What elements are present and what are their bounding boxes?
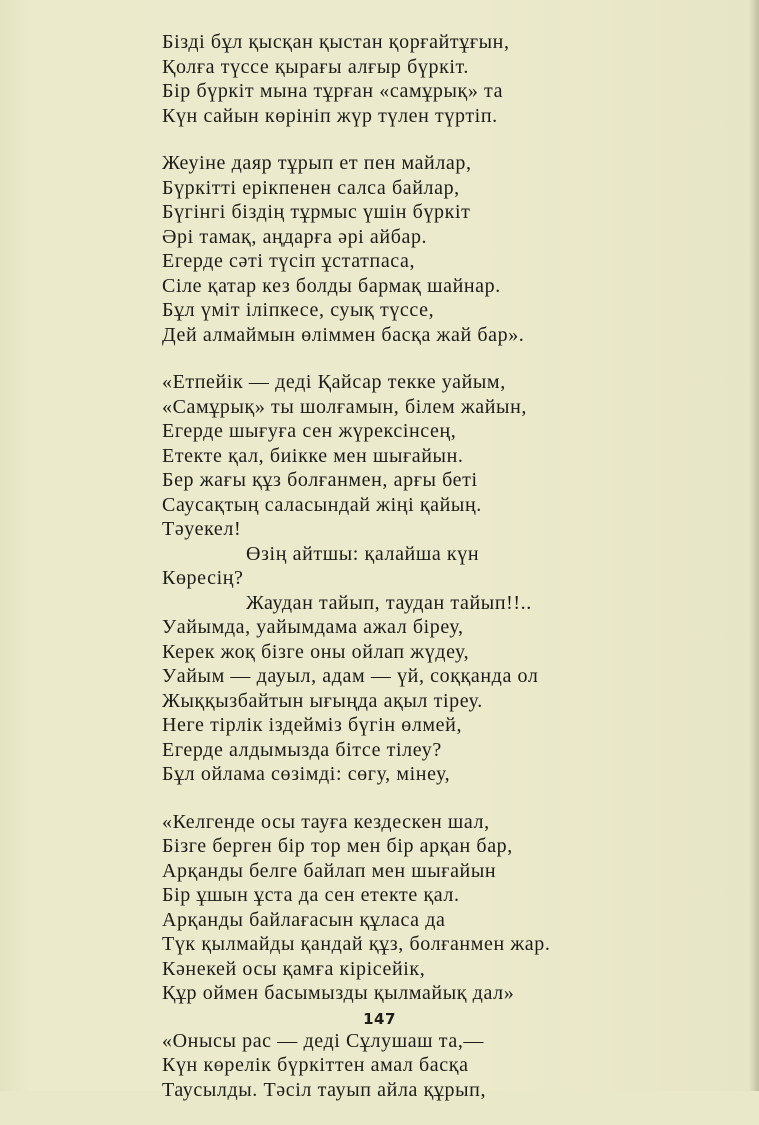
poem-line: Әрі тамақ, аңдарға әрі айбар. xyxy=(162,225,428,248)
poem-line: Көресің? xyxy=(162,567,244,589)
poem-line: Түк қылмайды қандай құз, болғанмен жар. xyxy=(162,933,551,955)
poem-line: Бір ұшын ұста да сен етекте қал. xyxy=(162,884,460,906)
poem-line: «Самұрық» ты шолғамын, білем жайын, xyxy=(162,395,527,418)
poem-line: Егерде шығуға сен жүрексінсең, xyxy=(162,420,457,442)
poem-line: Қолға түссе қырағы алғыр бүркіт. xyxy=(162,55,469,78)
poem-line: Өзің айтшы: қалайша күн xyxy=(246,542,480,565)
stanza xyxy=(162,810,722,1006)
poem-text xyxy=(162,30,722,1125)
stanza xyxy=(162,151,722,347)
poem-line: Жеуіне даяр тұрып ет пен майлар, xyxy=(162,152,472,174)
poem-line: Арқанды байлағасын құласа да xyxy=(162,908,446,931)
poem-line: Бұл ойлама сөзімді: сөгу, мінеу, xyxy=(162,763,451,785)
page-edge-shadow xyxy=(749,0,759,1091)
stanza xyxy=(162,370,722,787)
poem-line: Құр оймен басымызды қылмайық дал» xyxy=(162,982,515,1004)
page-number: 147 xyxy=(363,1010,396,1028)
poem-line: Бізге берген бір тор мен бір арқан бар, xyxy=(162,835,513,857)
poem-line: Жыққызбайтын ығыңда ақыл тіреу. xyxy=(162,689,483,712)
poem-line: Бұл үміт іліпкесе, суық түссе, xyxy=(162,299,435,321)
poem-line: Бізді бұл қысқан қыстан қорғайтұғын, xyxy=(162,31,510,53)
poem-line: «Келгенде осы тауға кездескен шал, xyxy=(162,810,490,833)
poem-line: «Етпейік — деді Қайсар текке уайым, xyxy=(162,371,506,393)
poem-line: Сіле қатар кез болды бармақ шайнар. xyxy=(162,274,501,297)
poem-line: Арқанды белге байлап мен шығайын xyxy=(162,859,497,882)
poem-line: Бүгінгі біздің тұрмыс үшін бүркіт xyxy=(162,201,471,223)
stanza xyxy=(162,30,722,128)
poem-line: Саусақтың саласындай жіңі қайың. xyxy=(162,493,482,516)
poem-line: Уайым — дауыл, адам — үй, соққанда ол xyxy=(162,665,539,687)
poem-line: Неге тірлік іздейміз бүгін өлмей, xyxy=(162,714,463,736)
poem-line: Керек жоқ бізге оны ойлап жүдеу, xyxy=(162,640,470,663)
poem-line: Таусылды. Тәсіл тауып айла құрып, xyxy=(162,1078,487,1101)
poem-line: Жаудан тайып, таудан тайып!!.. xyxy=(246,591,532,614)
poem-line: Етекте қал, биікке мен шығайын. xyxy=(162,444,464,467)
poem-line: Егерде сәті түсіп ұстатпаса, xyxy=(162,250,416,272)
poem-line: Бір бүркіт мына тұрған «самұрық» та xyxy=(162,80,504,102)
poem-line: Егерде алдымызда бітсе тілеу? xyxy=(162,738,442,761)
poem-line: Күн сайын көрініп жүр түлен түртіп. xyxy=(162,104,498,127)
poem-line: Дей алмаймын өліммен басқа жай бар». xyxy=(162,323,525,346)
poem-line: Кәнекей осы қамға кірісейік, xyxy=(162,957,426,980)
poem-line: «Онысы рас — деді Сұлушаш та,— xyxy=(162,1029,485,1052)
poem-line: Уайымда, уайымдама ажал біреу, xyxy=(162,616,464,638)
poem-line: Күн көрелік бүркіттен амал басқа xyxy=(162,1054,469,1076)
poem-line: Бүркітті ерікпенен салса байлар, xyxy=(162,176,460,199)
poem-line: Тәуекел! xyxy=(162,518,242,540)
poem-line: Бер жағы құз болғанмен, арғы беті xyxy=(162,469,478,491)
